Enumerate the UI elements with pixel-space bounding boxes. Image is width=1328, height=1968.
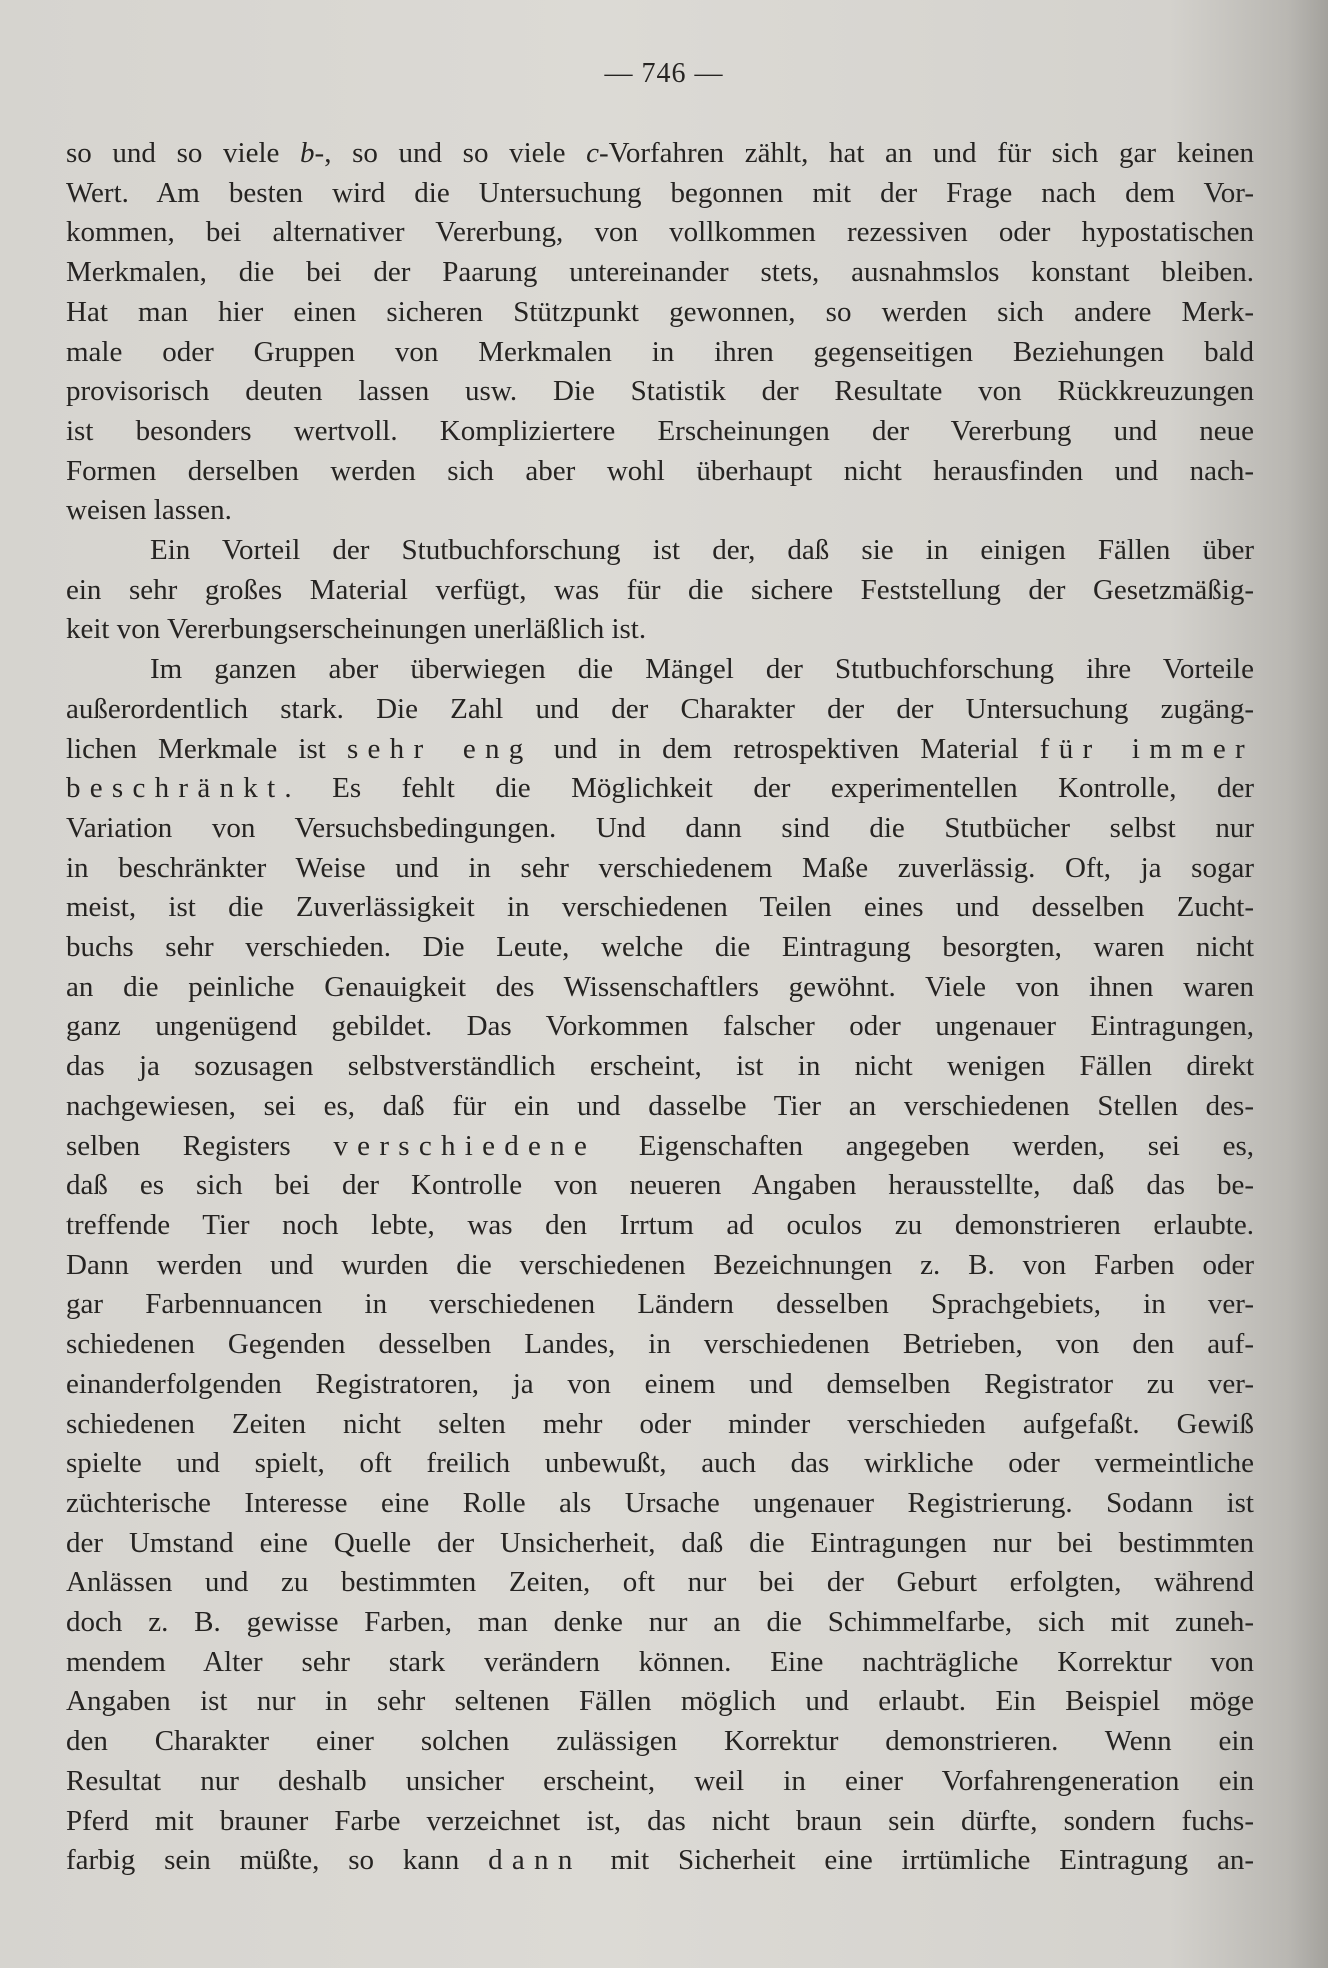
paragraph-start-line: Im ganzen aber überwiegen die Mängel der Stutbuchforschung ihre Vorteile bbox=[150, 653, 1254, 686]
text-line: gar Farbennuancen in verschiedenen Ländern desselben Sprachgebiets, in ver- bbox=[66, 1288, 1254, 1321]
text-span: mit Sicherheit eine irrtümliche Eintragung an- bbox=[581, 1844, 1254, 1877]
text-line: daß es sich bei der Kontrolle von neueren Angaben herausstellte, daß das be- bbox=[66, 1169, 1254, 1202]
text-span: so und so viele bbox=[66, 137, 301, 169]
text-line: provisorisch deuten lassen usw. Die Statistik der Resultate von Rückkreuzungen bbox=[66, 375, 1254, 408]
text-line: buchs sehr verschieden. Die Leute, welche die Eintragung besorgten, waren nicht bbox=[66, 931, 1254, 964]
text-line: ein sehr großes Material verfügt, was für die sichere Feststellung der Gesetzmäßig- bbox=[66, 573, 1254, 606]
text-line: Wert. Am besten wird die Untersuchung begonnen mit der Frage nach dem Vor- bbox=[66, 176, 1254, 209]
text-line: nachgewiesen, sei es, daß für ein und dasselbe Tier an verschiedenen Stellen des- bbox=[66, 1089, 1254, 1122]
text-line: Anlässen und zu bestimmten Zeiten, oft nur bei der Geburt erfolgten, während bbox=[66, 1566, 1254, 1599]
body-text bbox=[66, 134, 1254, 1881]
text-line: an die peinliche Genauigkeit des Wissenschaftlers gewöhnt. Viele von ihnen waren bbox=[66, 970, 1254, 1003]
text-line: den Charakter einer solchen zulässigen Korrektur demonstrieren. Wenn ein bbox=[66, 1725, 1254, 1758]
text-line: mendem Alter sehr stark verändern können. Eine nachträgliche Korrektur von bbox=[66, 1645, 1254, 1678]
spaced-emphasis: verschiedene bbox=[333, 1129, 597, 1162]
text-span: lichen Merkmale ist bbox=[66, 732, 347, 765]
text-line: züchterische Interesse eine Rolle als Ursache ungenauer Registrierung. Sodann ist bbox=[66, 1486, 1254, 1519]
text-span: -Vorfahren zählt, hat an und für sich gar keinen bbox=[598, 137, 1255, 169]
text-line bbox=[66, 134, 1254, 174]
spaced-emphasis: für immer bbox=[1039, 732, 1254, 765]
text-line: Dann werden und wurden die verschiedenen Bezeichnungen z. B. von Farben oder bbox=[66, 1248, 1254, 1281]
text-line: das ja sozusagen selbstverständlich erscheint, ist in nicht wenigen Fällen direkt bbox=[66, 1050, 1254, 1083]
text-line: Resultat nur deshalb unsicher erscheint, weil in einer Vorfahrengeneration ein bbox=[66, 1764, 1254, 1797]
paragraph-start-line: Ein Vorteil der Stutbuchforschung ist der, daß sie in einigen Fällen über bbox=[150, 534, 1254, 567]
text-line: male oder Gruppen von Merkmalen in ihren gegenseitigen Beziehungen bald bbox=[66, 335, 1254, 368]
text-line: Formen derselben werden sich aber wohl überhaupt nicht herausfinden und nach- bbox=[66, 454, 1254, 487]
text-line: kommen, bei alternativer Vererbung, von vollkommen rezessiven oder hypostatischen bbox=[66, 216, 1254, 249]
text-line bbox=[66, 730, 1254, 770]
text-line: doch z. B. gewisse Farben, man denke nur an die Schimmelfarbe, sich mit zuneh- bbox=[66, 1606, 1254, 1639]
text-line: Pferd mit brauner Farbe verzeichnet ist, das nicht braun sein dürfte, sondern fuchs- bbox=[66, 1804, 1254, 1837]
text-span: Eigenschaften angegeben werden, sei es, bbox=[596, 1129, 1254, 1162]
text-line: treffende Tier noch lebte, was den Irrtum ad oculos zu demonstrieren erlaubte. bbox=[66, 1208, 1254, 1241]
text-line: schiedenen Zeiten nicht selten mehr oder minder verschieden aufgefaßt. Gewiß bbox=[66, 1407, 1254, 1440]
text-line: keit von Vererbungserscheinungen unerläßlich ist. bbox=[66, 613, 647, 646]
text-line bbox=[66, 769, 1254, 809]
text-line: Merkmalen, die bei der Paarung untereinander stets, ausnahmslos konstant bleiben. bbox=[66, 256, 1254, 289]
text-line bbox=[66, 1841, 1254, 1881]
spaced-emphasis: dann bbox=[488, 1844, 582, 1877]
text-line: Hat man hier einen sicheren Stützpunkt gewonnen, so werden sich andere Merk- bbox=[66, 295, 1254, 328]
text-line: spielte und spielt, oft freilich unbewußt, auch das wirkliche oder vermeintliche bbox=[66, 1447, 1254, 1480]
italic-variable: c bbox=[586, 137, 599, 169]
text-line: ist besonders wertvoll. Kompliziertere Erscheinungen der Vererbung und neue bbox=[66, 414, 1254, 447]
text-line bbox=[66, 1127, 1254, 1167]
spaced-emphasis: beschränkt bbox=[66, 772, 285, 805]
text-line: schiedenen Gegenden desselben Landes, in verschiedenen Betrieben, von den auf- bbox=[66, 1328, 1254, 1361]
text-line: einanderfolgenden Registratoren, ja von einem und demselben Registrator zu ver- bbox=[66, 1367, 1254, 1400]
text-line: außerordentlich stark. Die Zahl und der Charakter der der Untersuchung zugäng- bbox=[66, 692, 1254, 725]
text-span: selben Registers bbox=[66, 1129, 334, 1162]
text-line: ganz ungenügend gebildet. Das Vorkommen falscher oder ungenauer Eintragungen, bbox=[66, 1010, 1254, 1043]
text-line: Variation von Versuchsbedingungen. Und dann sind die Stutbücher selbst nur bbox=[66, 811, 1254, 844]
text-line: in beschränkter Weise und in sehr verschiedenem Maße zuverlässig. Oft, ja sogar bbox=[66, 851, 1254, 884]
text-line: der Umstand eine Quelle der Unsicherheit, daß die Eintragungen nur bei bestimmten bbox=[66, 1526, 1254, 1559]
text-span: und in dem retrospektiven Material bbox=[532, 732, 1040, 765]
text-span: farbig sein müßte, so kann bbox=[66, 1844, 489, 1877]
text-line: meist, ist die Zuverlässigkeit in verschiedenen Teilen eines und desselben Zucht- bbox=[66, 891, 1254, 924]
text-line: Angaben ist nur in sehr seltenen Fällen möglich und erlaubt. Ein Beispiel möge bbox=[66, 1685, 1254, 1718]
page-number: — 746 — bbox=[604, 58, 724, 89]
text-line: weisen lassen. bbox=[66, 494, 232, 527]
italic-variable: b bbox=[300, 137, 315, 169]
text-span: -, so und so viele bbox=[314, 137, 587, 169]
spaced-emphasis: sehr eng bbox=[346, 732, 533, 765]
text-span: . Es fehlt die Möglichkeit der experimentellen Kontrolle, der bbox=[284, 772, 1254, 805]
